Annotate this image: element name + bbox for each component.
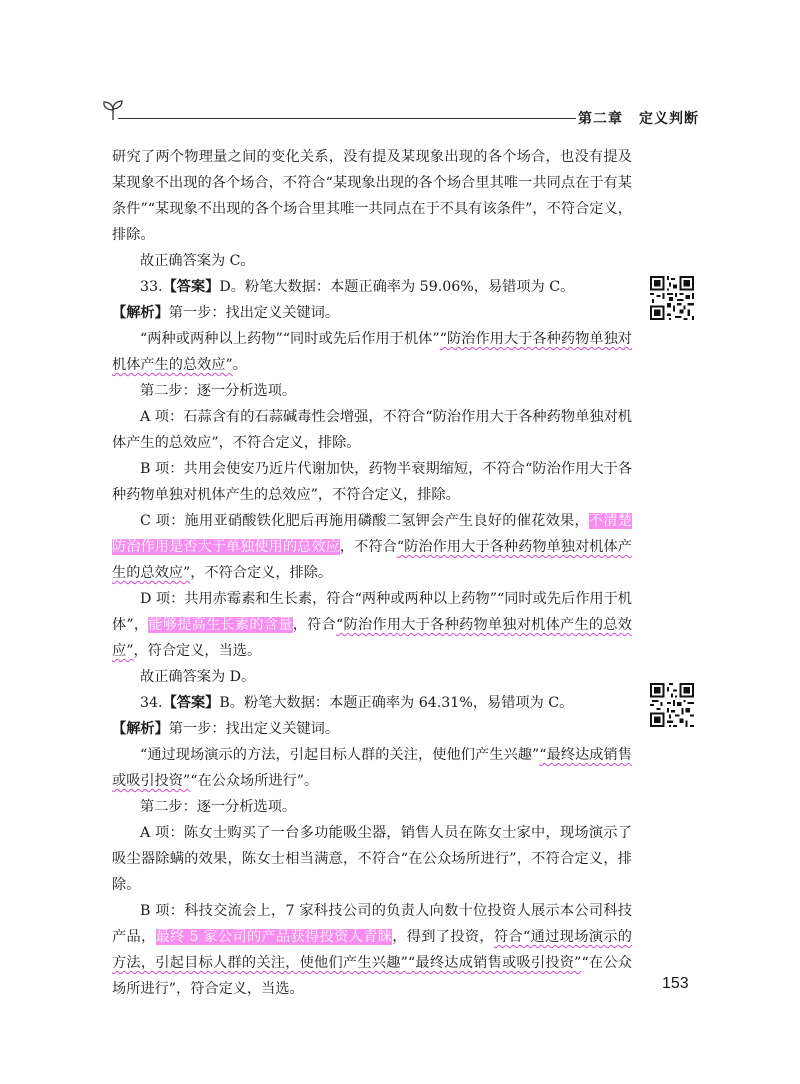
analysis-tag: 【解析】: [112, 721, 169, 737]
wavy-underline: “防治作用大于各种药物单独对机体产生的总效应”: [112, 539, 632, 581]
wavy-underline: “防治作用大于各种药物单独对机体产生的总效应”: [112, 331, 632, 373]
paragraph: 故正确答案为 D。: [140, 669, 256, 685]
page-body: [112, 144, 632, 1002]
option-b-33: B 项：共用会使安乃近片代谢加快，药物半衰期缩短，不符合“防治作用大于各种药物单独对机体产生的总效应”，不符合定义，排除。: [112, 461, 632, 503]
paragraph: 研究了两个物理量之间的变化关系，没有提及某现象出现的各个场合，也没有提及某现象不出现的各个场合，不符合“某现象出现的各个场合里其唯一共同点在于有某条件”“某现象不出现的各个场合里其唯一共同点在于不具有该条件”，不符合定义，排除。: [112, 149, 632, 243]
highlight: 能够提高生长素的含量: [148, 617, 293, 633]
paragraph: 故正确答案为 C。: [140, 253, 255, 269]
chapter-label: 第二章: [578, 111, 623, 127]
answer-tag: 【答案】: [162, 279, 220, 295]
keywords-34: “通过现场演示的方法，引起目标人群的关注，使他们产生兴趣”“最终达成销售或吸引投资”“在公众场所进行”。: [112, 747, 632, 789]
answer-34: 34.【答案】B。粉笔大数据：本题正确率为 64.31%，易错项为 C。: [140, 695, 574, 711]
option-d-33: D 项：共用赤霉素和生长素，符合“两种或两种以上药物”“同时或先后作用于机体”，能够提高生长素的含量，符合“防治作用大于各种药物单独对机体产生的总效应”，符合定义，当选。: [112, 591, 632, 659]
answer-tag: 【答案】: [162, 695, 220, 711]
wavy-underline: 符合“通过现场演示的方法，引起目标人群的关注，使他们产生兴趣”: [112, 929, 632, 971]
paragraph: 第二步：逐一分析选项。: [140, 383, 297, 399]
page-number: 153: [662, 975, 689, 992]
analysis-34: 【解析】第一步：找出定义关键词。: [112, 721, 340, 737]
chapter-header: [578, 108, 699, 128]
chapter-title: 定义判断: [639, 111, 699, 127]
option-a-33: A 项：石蒜含有的石蒜碱毒性会增强，不符合“防治作用大于各种药物单独对机体产生的总效应”，不符合定义，排除。: [112, 409, 632, 451]
qr-code-icon[interactable]: [650, 276, 694, 320]
option-a-34: A 项：陈女士购买了一台多功能吸尘器，销售人员在陈女士家中，现场演示了吸尘器除螨的效果，陈女士相当满意，不符合“在公众场所进行”，不符合定义，排除。: [112, 825, 632, 893]
analysis-tag: 【解析】: [112, 305, 169, 321]
option-b-34: B 项：科技交流会上，7 家科技公司的负责人向数十位投资人展示本公司科技产品，最终 5 家公司的产品获得投资人青睐，得到了投资，符合“通过现场演示的方法，引起目标人群的关注，使他们产生兴趣”“最终达成销售或吸引投资”“在公众场所进行”，符合定义，当选。: [112, 903, 632, 997]
wavy-underline: “最终达成销售或吸引投资”: [407, 955, 582, 971]
paragraph: 第二步：逐一分析选项。: [140, 799, 297, 815]
wavy-underline: “最终达成销售或吸引投资”: [112, 747, 632, 789]
wavy-underline: “防治作用大于各种药物单独对机体产生的总效应”: [112, 617, 632, 659]
qr-code-icon[interactable]: [650, 683, 694, 727]
highlight: 最终 5 家公司的产品获得投资人青睐: [155, 929, 393, 945]
option-c-33: C 项：施用亚硝酸铁化肥后再施用磷酸二氢钾会产生良好的催花效果，不清楚防治作用是否大于单独使用的总效应，不符合“防治作用大于各种药物单独对机体产生的总效应”，不符合定义，排除。: [112, 513, 632, 581]
analysis-33: 【解析】第一步：找出定义关键词。: [112, 305, 340, 321]
highlight: 不清楚防治作用是否大于单独使用的总效应: [112, 513, 632, 555]
keywords-33: “两种或两种以上药物”“同时或先后作用于机体”“防治作用大于各种药物单独对机体产生的总效应”。: [112, 331, 632, 373]
answer-33: 33.【答案】D。粉笔大数据：本题正确率为 59.06%，易错项为 C。: [140, 279, 575, 295]
header-rule: [118, 118, 576, 119]
